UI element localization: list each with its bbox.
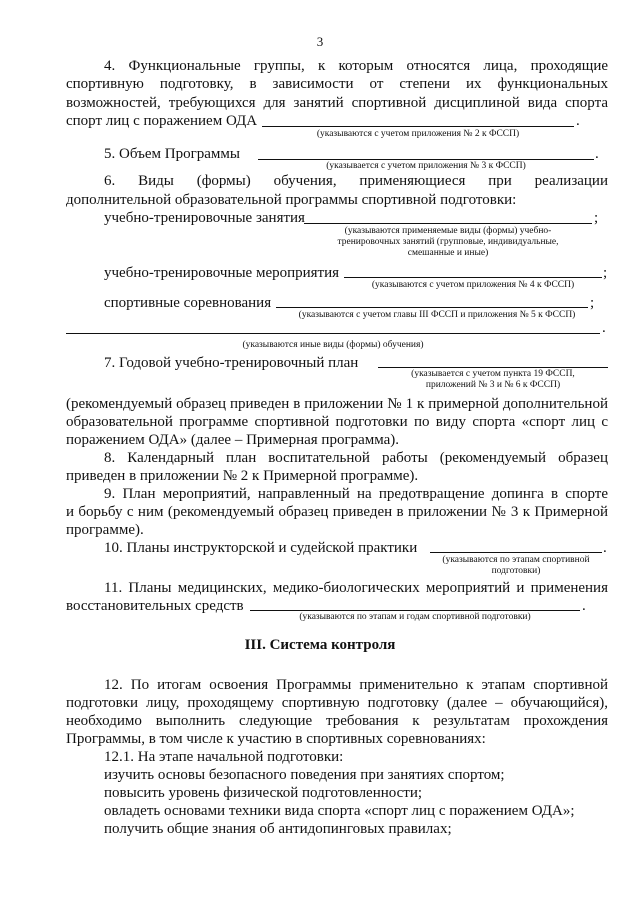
item8-line1: 8. Календарный план воспитательной работы (рекомендуемый образец	[104, 450, 608, 466]
item8-line2: приведен в приложении № 2 к Примерной программе).	[66, 468, 419, 484]
item6-sub1-blank	[304, 223, 592, 224]
item11-blank	[250, 610, 580, 611]
item6-sub1-note3: смешанные и иные)	[407, 248, 489, 258]
item5-blank	[258, 159, 594, 160]
item7-blank	[378, 367, 608, 368]
item11-line1: 11. Планы медицинских, медико-биологических мероприятий и применения	[104, 580, 608, 596]
item6-other-note: (указываются иные виды (формы) обучения)	[242, 340, 424, 350]
item5-end: .	[595, 146, 599, 162]
item5-note: (указывается с учетом приложения № 3 к ФССП)	[326, 161, 526, 171]
item6-sub2-end: ;	[603, 265, 608, 281]
item4-note: (указываются с учетом приложения № 2 к ФССП)	[316, 129, 520, 139]
item4-blank	[262, 126, 574, 127]
item12-line4: Программы, в том числе к участию в спортивных соревнованиях:	[66, 731, 486, 747]
item6-sub3-note: (указываются с учетом главы III ФССП и приложения № 5 к ФССП)	[298, 310, 576, 320]
item6-sub1-note1: (указываются применяемые виды (формы) учебно-	[344, 226, 552, 236]
item6-line1: 6. Виды (формы) обучения, применяющиеся при реализации	[104, 173, 608, 189]
item11-line2: восстановительных средств	[66, 598, 244, 614]
item12-list-item-4: получить общие знания об антидопинговых правилах;	[104, 821, 452, 837]
item7-line4: поражением ОДА» (далее – Примерная программа).	[66, 432, 400, 448]
item4-line3: возможностей, требующихся для занятий спортивной дисциплиной вида спорта	[66, 95, 608, 111]
item6-sub1-note2: тренировочных занятий (групповые, индивидуальные,	[337, 237, 559, 247]
item4-end: .	[576, 113, 580, 129]
item6-sub3: спортивные соревнования	[104, 295, 272, 311]
item6-sub2: учебно-тренировочные мероприятия	[104, 265, 340, 281]
item10-line1: 10. Планы инструкторской и судейской практики	[104, 540, 418, 556]
item9-line1: 9. План мероприятий, направленный на предотвращение допинга в спорте	[104, 486, 608, 502]
item4-line4: спорт лиц с поражением ОДА	[66, 113, 258, 129]
item12-list-item-3: овладеть основами техники вида спорта «спорт лиц с поражением ОДА»;	[104, 803, 575, 819]
item11-end: .	[582, 598, 586, 614]
item10-note1: (указываются по этапам спортивной	[442, 555, 590, 565]
item6-line2: дополнительной образовательной программы спортивной подготовки:	[66, 192, 517, 208]
item9-line2: и борьбу с ним (рекомендуемый образец приведен в приложении № 3 к Примерной	[66, 504, 608, 520]
item6-other-end: .	[602, 320, 606, 336]
item7-line1: 7. Годовой учебно-тренировочный план	[104, 355, 359, 371]
item6-sub1-end: ;	[594, 210, 599, 226]
item7-note2: приложений № 3 и № 6 к ФССП)	[425, 380, 561, 390]
item10-end: .	[603, 540, 607, 556]
item12-list-item-1: изучить основы безопасного поведения при занятиях спортом;	[104, 767, 505, 783]
item5-line1: 5. Объем Программы	[104, 146, 240, 162]
item6-other-blank	[66, 333, 600, 334]
item7-line3: образовательной программе спортивной подготовки по виду спорта «спорт лиц с	[66, 414, 608, 430]
item10-note2: подготовки)	[491, 566, 541, 576]
item7-line2: (рекомендуемый образец приведен в приложении № 1 к примерной дополнительной	[66, 396, 608, 412]
item9-line3: программе).	[66, 522, 144, 538]
item6-sub2-blank	[344, 277, 602, 278]
item12-line3: необходимо выполнить следующие требования к результатам прохождения	[66, 713, 608, 729]
item10-blank	[430, 552, 602, 553]
item4-line1: 4. Функциональные группы, к которым относятся лица, проходящие	[104, 58, 608, 74]
item12-line2: подготовки лицу, проходящему спортивную подготовку (далее – обучающийся),	[66, 695, 608, 711]
item6-sub2-note: (указываются с учетом приложения № 4 к ФССП)	[371, 280, 575, 290]
item11-note: (указываются по этапам и годам спортивной подготовки)	[299, 612, 531, 622]
item6-sub3-end: ;	[590, 295, 595, 311]
item12-subsection: 12.1. На этапе начальной подготовки:	[104, 749, 344, 765]
item12-line1: 12. По итогам освоения Программы применительно к этапам спортивной	[104, 677, 608, 693]
page-number: 3	[316, 34, 324, 49]
item7-note1: (указывается с учетом пункта 19 ФССП,	[411, 369, 575, 379]
item4-line2: спортивную подготовку, в зависимости от степени их функциональных	[66, 76, 608, 92]
item12-list-item-2: повысить уровень физической подготовленности;	[104, 785, 423, 801]
section-heading: III. Система контроля	[244, 637, 396, 653]
item6-sub1: учебно-тренировочные занятия	[104, 210, 305, 226]
item6-sub3-blank	[276, 307, 588, 308]
